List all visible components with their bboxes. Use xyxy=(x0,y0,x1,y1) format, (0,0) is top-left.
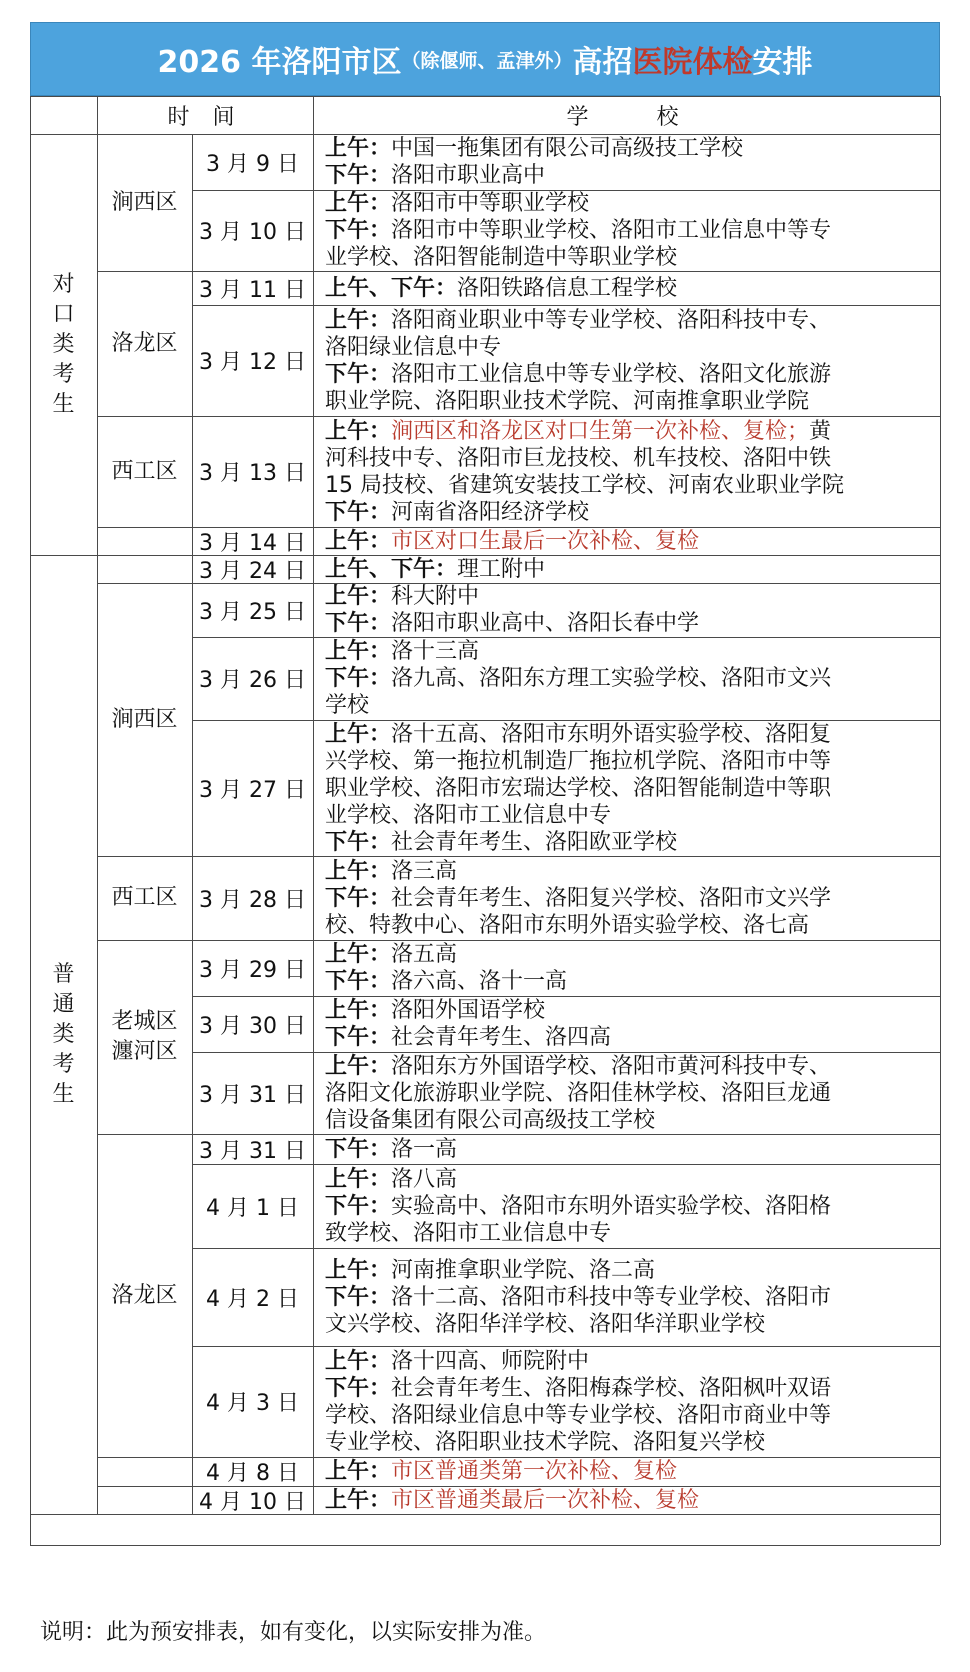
school-line xyxy=(325,610,932,637)
session-label: 下午： xyxy=(325,1136,392,1162)
school-line xyxy=(325,912,932,939)
school-line xyxy=(325,217,932,244)
district-label xyxy=(97,940,192,1134)
school-line xyxy=(325,1311,932,1338)
session-label: 上午： xyxy=(325,1348,392,1374)
session-label: 上午： xyxy=(325,1459,392,1484)
district-label xyxy=(97,1134,192,1457)
session-label: 下午： xyxy=(325,969,392,994)
session-label: 上午： xyxy=(325,1166,392,1192)
date-cell: 3 月 24 日 xyxy=(199,558,306,584)
category-char: 考 xyxy=(52,1051,75,1077)
school-text: 致学校、洛阳市工业信息中专 xyxy=(325,1220,612,1246)
date-cell: 3 月 12 日 xyxy=(199,350,306,375)
date-cell: 4 月 3 日 xyxy=(206,1391,299,1416)
school-line xyxy=(325,1136,932,1163)
school-text: 洛六高、洛十一高 xyxy=(391,969,568,994)
school-text: 洛阳铁路信息工程学校 xyxy=(457,275,678,301)
district-name: 涧西区 xyxy=(111,189,178,215)
school-cell xyxy=(325,555,932,583)
school-line xyxy=(325,445,932,472)
district-name: 洛龙区 xyxy=(111,1282,178,1308)
school-text: 理工附中 xyxy=(457,556,546,582)
session-label: 上午： xyxy=(325,1257,392,1283)
school-cell xyxy=(325,1248,932,1346)
school-cell xyxy=(325,583,932,637)
school-line xyxy=(325,334,932,361)
header-time: 时 间 xyxy=(167,104,243,130)
school-text: 洛阳绿业信息中专 xyxy=(325,334,502,360)
school-text: 社会青年考生、洛四高 xyxy=(391,1025,612,1050)
highlight-text: 市区对口生最后一次补检、复检 xyxy=(391,528,700,554)
school-line xyxy=(325,1348,932,1375)
school-text: 洛阳外国语学校 xyxy=(391,998,546,1023)
school-line xyxy=(325,190,932,217)
category-label xyxy=(30,134,97,555)
school-line xyxy=(325,388,932,415)
session-label: 上午： xyxy=(325,307,392,333)
school-cell xyxy=(325,1457,932,1486)
school-line xyxy=(325,941,932,968)
school-cell xyxy=(325,1052,932,1134)
school-text: 洛三高 xyxy=(391,858,458,884)
school-line xyxy=(325,472,932,499)
school-text: 洛阳东方外国语学校、洛阳市黄河科技中专、 xyxy=(391,1053,832,1079)
session-label: 上午： xyxy=(325,528,392,554)
district-name: 西工区 xyxy=(111,885,178,910)
district-name: 西工区 xyxy=(111,458,178,484)
session-label: 上午： xyxy=(325,136,392,161)
school-line xyxy=(325,499,932,526)
session-label: 下午： xyxy=(325,666,392,691)
school-text: 业学校、洛阳市工业信息中专 xyxy=(325,802,612,828)
school-cell xyxy=(325,856,932,940)
school-text: 职业学校、洛阳市宏瑞达学校、洛阳智能制造中等职 xyxy=(325,775,832,801)
session-label: 上午、下午： xyxy=(325,556,458,582)
school-text: 实验高中、洛阳市东明外语实验学校、洛阳格 xyxy=(391,1193,832,1219)
school-line xyxy=(325,1024,932,1051)
session-label: 上午： xyxy=(325,942,392,967)
school-line xyxy=(325,1220,932,1247)
title-prefix: 2026 年洛阳市区 xyxy=(157,45,402,80)
district-divider xyxy=(97,527,192,528)
category-char: 通 xyxy=(52,991,75,1017)
district-divider xyxy=(97,1486,192,1487)
highlight-text: 涧西区和洛龙区对口生第一次补检、复检； xyxy=(391,418,810,444)
table-border-bottom xyxy=(30,1545,940,1546)
school-line xyxy=(325,1284,932,1311)
school-text: 科大附中 xyxy=(391,584,480,609)
school-line xyxy=(325,997,932,1024)
district-name: 洛龙区 xyxy=(111,330,178,356)
session-label: 上午： xyxy=(325,1487,392,1513)
session-label: 上午： xyxy=(325,584,392,609)
title-highlight: 医院体检 xyxy=(632,45,753,80)
school-text: 洛一高 xyxy=(391,1136,458,1162)
district-name: 瀍河区 xyxy=(111,1039,178,1064)
date-cell: 3 月 11 日 xyxy=(199,277,306,303)
date-cell: 3 月 29 日 xyxy=(199,957,306,983)
footnote: 说明：此为预安排表，如有变化，以实际安排为准。 xyxy=(40,1620,547,1645)
school-cell xyxy=(325,190,932,271)
school-cell xyxy=(325,637,932,720)
school-cell xyxy=(325,720,932,856)
table-border-right xyxy=(940,96,941,1545)
school-text: 洛阳市中等职业学校、洛阳市工业信息中等专 xyxy=(391,218,832,243)
school-cell xyxy=(325,527,932,555)
school-line xyxy=(325,162,932,189)
district-label xyxy=(97,271,192,416)
school-text: 文兴学校、洛阳华洋学校、洛阳华洋职业学校 xyxy=(325,1311,766,1337)
school-text: 社会青年考生、洛阳梅森学校、洛阳枫叶双语 xyxy=(391,1375,832,1401)
school-cell xyxy=(325,996,932,1052)
school-line xyxy=(325,1107,932,1134)
session-label: 下午： xyxy=(325,499,392,525)
school-line xyxy=(325,638,932,665)
session-label: 上午： xyxy=(325,998,392,1023)
school-line xyxy=(325,1053,932,1080)
school-line xyxy=(325,1458,932,1485)
school-line xyxy=(325,1487,932,1514)
school-line xyxy=(325,556,932,583)
school-line xyxy=(325,1193,932,1220)
date-cell: 3 月 31 日 xyxy=(199,1138,306,1164)
school-text: 洛九高、洛阳东方理工实验学校、洛阳市文兴 xyxy=(391,666,832,691)
school-cell xyxy=(325,134,932,190)
school-text: 兴学校、第一拖拉机制造厂拖拉机学院、洛阳市中等 xyxy=(325,748,832,774)
session-label: 上午： xyxy=(325,639,392,664)
school-text: 洛十二高、洛阳市科技中等专业学校、洛阳市 xyxy=(391,1284,832,1310)
school-text: 校、特教中心、洛阳市东明外语实验学校、洛七高 xyxy=(325,912,810,938)
date-cell: 3 月 10 日 xyxy=(199,220,306,245)
school-line xyxy=(325,748,932,775)
school-text: 15 局技校、省建筑安装技工学校、河南农业职业学院 xyxy=(325,472,844,498)
school-text: 业学校、洛阳智能制造中等职业学校 xyxy=(325,245,678,270)
title-exclusion: （除偃师、孟津外） xyxy=(401,49,573,72)
highlight-text: 市区普通类第一次补检、复检 xyxy=(391,1459,678,1484)
school-line xyxy=(325,1166,932,1193)
col-divider-3 xyxy=(313,96,314,1514)
session-label: 下午： xyxy=(325,163,392,188)
school-line xyxy=(325,244,932,271)
school-line xyxy=(325,275,932,302)
school-line xyxy=(325,307,932,334)
session-label: 下午： xyxy=(325,885,392,911)
school-line xyxy=(325,418,932,445)
date-cell: 3 月 27 日 xyxy=(199,777,306,803)
school-text: 职业学院、洛阳职业技术学院、河南推拿职业学院 xyxy=(325,388,810,414)
date-cell: 3 月 26 日 xyxy=(199,668,306,693)
title-mid: 高招 xyxy=(572,45,633,80)
date-cell: 3 月 14 日 xyxy=(199,530,306,556)
school-line xyxy=(325,1429,932,1456)
district-label xyxy=(97,416,192,527)
school-text: 河南推拿职业学院、洛二高 xyxy=(391,1257,656,1283)
note-divider xyxy=(30,1514,940,1515)
school-cell xyxy=(325,271,932,305)
school-line xyxy=(325,829,932,856)
highlight-text: 市区普通类最后一次补检、复检 xyxy=(391,1487,700,1513)
session-label: 下午： xyxy=(325,829,392,855)
session-label: 下午： xyxy=(325,1193,392,1219)
date-cell: 3 月 28 日 xyxy=(199,887,306,913)
school-line xyxy=(325,802,932,829)
school-text: 洛阳市工业信息中等专业学校、洛阳文化旅游 xyxy=(391,361,832,387)
category-char: 对 xyxy=(52,271,75,297)
school-text: 社会青年考生、洛阳欧亚学校 xyxy=(391,829,678,855)
session-label: 上午： xyxy=(325,191,392,216)
school-text: 河科技中专、洛阳市巨龙技校、机车技校、洛阳中铁 xyxy=(325,445,832,471)
school-line xyxy=(325,775,932,802)
school-text: 学校 xyxy=(325,693,370,718)
school-text: 专业学校、洛阳职业技术学院、洛阳复兴学校 xyxy=(325,1429,766,1455)
school-text: 学校、洛阳绿业信息中等专业学校、洛阳市商业中等 xyxy=(325,1402,832,1428)
school-line xyxy=(325,885,932,912)
date-cell: 3 月 30 日 xyxy=(199,1013,306,1039)
school-text: 洛十五高、洛阳市东明外语实验学校、洛阳复 xyxy=(391,721,832,747)
school-text: 中国一拖集团有限公司高级技工学校 xyxy=(391,136,744,161)
date-cell: 4 月 8 日 xyxy=(206,1461,299,1486)
category-char: 生 xyxy=(52,391,75,417)
category-char: 生 xyxy=(52,1081,75,1107)
date-cell: 3 月 9 日 xyxy=(206,151,299,177)
school-text: 洛八高 xyxy=(391,1166,458,1192)
session-label: 下午： xyxy=(325,1025,392,1050)
title-suffix: 安排 xyxy=(752,45,813,80)
school-text: 洛十三高 xyxy=(391,639,480,664)
school-text: 洛阳商业职业中等专业学校、洛阳科技中专、 xyxy=(391,307,832,333)
session-label: 上午： xyxy=(325,418,392,444)
school-text: 洛阳市中等职业学校 xyxy=(391,191,590,216)
school-text: 信设备集团有限公司高级技工学校 xyxy=(325,1107,656,1133)
header-school: 学 校 xyxy=(566,104,687,130)
school-cell xyxy=(325,416,932,527)
category-char: 口 xyxy=(52,301,75,327)
school-cell xyxy=(325,305,932,416)
session-label: 上午： xyxy=(325,721,392,747)
school-line xyxy=(325,528,932,555)
school-line xyxy=(325,665,932,692)
school-text: 社会青年考生、洛阳复兴学校、洛阳市文兴学 xyxy=(391,885,832,911)
school-line xyxy=(325,583,932,610)
school-cell xyxy=(325,1346,932,1457)
category-char: 类 xyxy=(52,331,75,357)
district-name: 老城区 xyxy=(111,1009,178,1034)
date-cell: 4 月 2 日 xyxy=(206,1286,299,1312)
school-text: 洛阳市职业高中、洛阳长春中学 xyxy=(391,611,700,636)
session-label: 下午： xyxy=(325,1375,392,1401)
school-cell xyxy=(325,1486,932,1514)
school-cell xyxy=(325,940,932,996)
date-cell: 3 月 31 日 xyxy=(199,1082,306,1108)
school-line xyxy=(325,1080,932,1107)
school-cell xyxy=(325,1134,932,1164)
session-label: 下午： xyxy=(325,611,392,636)
district-divider xyxy=(97,1457,192,1458)
school-cell xyxy=(325,1164,932,1248)
district-divider xyxy=(97,555,192,556)
school-text: 洛五高 xyxy=(391,942,458,967)
school-text: 黄 xyxy=(809,418,832,444)
category-label xyxy=(30,555,97,1514)
district-label xyxy=(97,856,192,940)
school-text: 洛十四高、师院附中 xyxy=(391,1348,590,1374)
session-label: 下午： xyxy=(325,361,392,387)
district-label xyxy=(97,583,192,856)
school-text: 河南省洛阳经济学校 xyxy=(391,499,590,525)
school-line xyxy=(325,361,932,388)
date-cell: 3 月 25 日 xyxy=(199,599,306,625)
school-line xyxy=(325,135,932,162)
session-label: 上午、下午： xyxy=(325,275,458,301)
school-line xyxy=(325,721,932,748)
school-line xyxy=(325,1402,932,1429)
district-label xyxy=(97,134,192,271)
session-label: 下午： xyxy=(325,218,392,243)
category-char: 考 xyxy=(52,361,75,387)
district-name: 涧西区 xyxy=(111,706,178,732)
session-label: 上午： xyxy=(325,858,392,884)
session-label: 下午： xyxy=(325,1284,392,1310)
school-line xyxy=(325,858,932,885)
session-label: 上午： xyxy=(325,1053,392,1079)
date-cell: 4 月 10 日 xyxy=(199,1489,306,1515)
school-line xyxy=(325,1375,932,1402)
school-text: 洛阳文化旅游职业学院、洛阳佳林学校、洛阳巨龙通 xyxy=(325,1080,832,1106)
category-char: 普 xyxy=(52,961,75,987)
school-line xyxy=(325,968,932,995)
category-char: 类 xyxy=(52,1021,75,1047)
school-text: 洛阳市职业高中 xyxy=(391,163,546,188)
school-line xyxy=(325,1257,932,1284)
school-line xyxy=(325,692,932,719)
date-cell: 3 月 13 日 xyxy=(199,461,306,486)
date-cell: 4 月 1 日 xyxy=(206,1195,299,1221)
